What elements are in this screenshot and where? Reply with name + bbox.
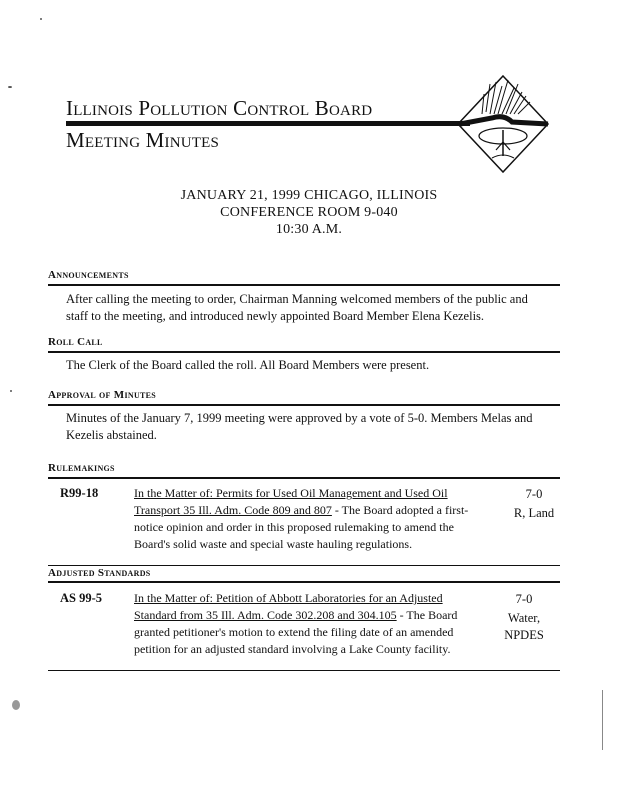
announcements-text: After calling the meeting to order, Chairman Manning welcomed members of the public and staff to the meeting, and introduced newly appointed Board Member Elena Kezelis. xyxy=(66,292,528,323)
section-rule xyxy=(48,581,560,583)
adjusted-standard-item xyxy=(134,590,474,658)
approval-heading: Approval of Minutes xyxy=(48,389,157,401)
meeting-room: CONFERENCE ROOM 9-040 xyxy=(220,205,398,220)
section-rule xyxy=(48,477,560,479)
roll-call-heading: Roll Call xyxy=(48,336,103,348)
rulemaking-category: R, Land xyxy=(513,506,555,520)
section-rule xyxy=(48,351,560,353)
adjusted-standard-vote: 7-0 xyxy=(515,592,533,606)
rulemaking-item xyxy=(134,485,474,553)
section-rule xyxy=(48,284,560,286)
rulemakings-heading: Rulemakings xyxy=(48,462,115,474)
rulemaking-description: - The Board adopted a first-notice opinion and order in this proposed rulemaking to amend the Board's solid waste and special waste hauling regulations. xyxy=(134,503,469,551)
adjusted-standard-docket: AS 99-5 xyxy=(60,591,103,605)
scan-speck xyxy=(602,690,603,750)
rulemaking-docket: R99-18 xyxy=(60,486,99,500)
scan-speck xyxy=(12,700,20,710)
scan-speck xyxy=(8,86,12,88)
adjusted-standards-heading: Adjusted Standards xyxy=(48,567,151,579)
board-title: Illinois Pollution Control Board xyxy=(66,96,373,120)
roll-call-text: The Clerk of the Board called the roll. All Board Members were present. xyxy=(66,358,430,372)
section-rule xyxy=(48,565,560,566)
meeting-date-location: JANUARY 21, 1999 CHICAGO, ILLINOIS xyxy=(180,188,438,203)
adjusted-standard-title-link[interactable]: In the Matter of: Petition of Abbott Laboratories for an Adjusted Standard from 35 Ill. Adm. Code 302.208 and 304.105 xyxy=(134,591,443,622)
announcements-heading: Announcements xyxy=(48,269,129,281)
adjusted-standard-category: Water, NPDES xyxy=(504,611,544,642)
document-title: Meeting Minutes xyxy=(66,128,220,152)
section-rule xyxy=(48,404,560,406)
scan-speck xyxy=(40,18,42,20)
adjusted-standard-description: - The Board granted petitioner's motion to extend the filing date of an amended petition for an adjusted standard involving a Lake County facility. xyxy=(134,608,458,656)
board-logo-icon xyxy=(456,74,550,174)
meeting-time: 10:30 A.M. xyxy=(275,222,343,237)
approval-text: Minutes of the January 7, 1999 meeting were approved by a vote of 5-0. Members Melas and Kezelis abstained. xyxy=(66,411,533,442)
header-rule xyxy=(66,121,470,126)
section-rule xyxy=(48,670,560,671)
rulemaking-vote: 7-0 xyxy=(525,487,543,501)
rulemaking-title-link[interactable]: In the Matter of: Permits for Used Oil Management and Used Oil Transport 35 Ill. Adm. Code 809 and 807 xyxy=(134,486,448,517)
scan-speck xyxy=(10,390,12,392)
